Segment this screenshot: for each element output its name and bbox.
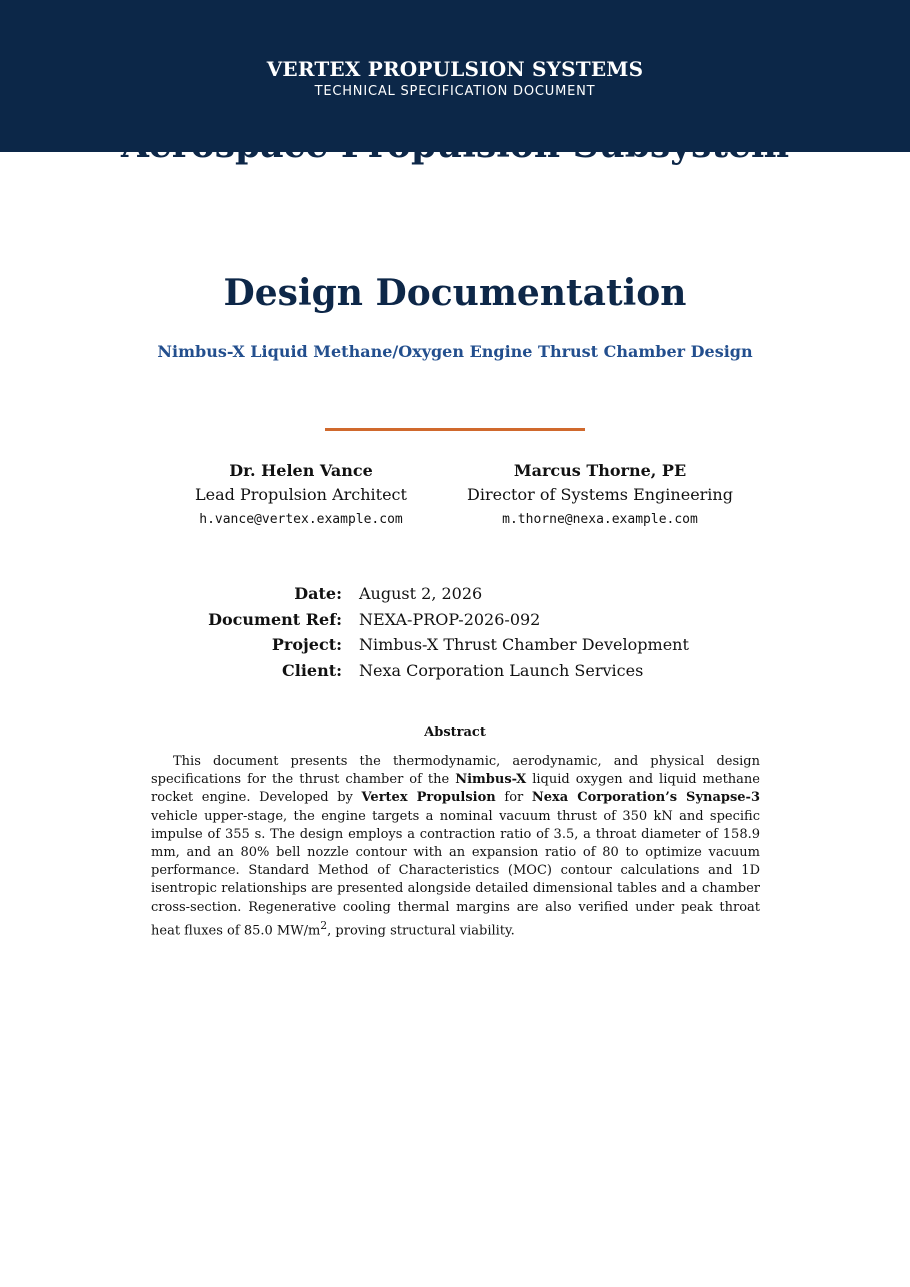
author-email: m.thorne@nexa.example.com — [502, 512, 698, 527]
meta-value: Nimbus-X Thrust Chamber Development — [359, 635, 689, 654]
abstract-title: Abstract — [424, 725, 486, 740]
abstract-emphasis: Vertex Propulsion — [361, 790, 496, 806]
main-heading: Design Documentation — [223, 272, 687, 314]
abstract-text: This document presents the thermodynamic, aerodynamic, and physical design specifications for the thrust chamber of the — [151, 754, 760, 788]
abstract-body — [151, 753, 760, 940]
document-metadata — [150, 581, 760, 683]
company-name: VERTEX PROPULSION SYSTEMS — [266, 57, 644, 81]
meta-label: Document Ref: — [208, 609, 342, 629]
author-role: Lead Propulsion Architect — [195, 485, 407, 504]
author-name: Dr. Helen Vance — [229, 461, 373, 480]
abstract-emphasis: Nimbus-X — [455, 772, 527, 788]
meta-row-date — [150, 581, 760, 607]
meta-row-client — [150, 658, 760, 684]
abstract-emphasis: Nexa Corporation’s Synapse-3 — [531, 790, 760, 806]
header-banner — [0, 0, 910, 152]
meta-value: August 2, 2026 — [359, 584, 483, 603]
meta-row-project — [150, 632, 760, 658]
author-block — [151, 460, 451, 532]
author-name: Marcus Thorne, PE — [513, 461, 687, 480]
abstract-text: , proving structural viability. — [327, 923, 515, 939]
meta-label: Client: — [282, 660, 342, 680]
author-block — [450, 460, 750, 532]
meta-row-document-ref — [150, 607, 760, 633]
author-email: h.vance@vertex.example.com — [199, 512, 403, 527]
author-role: Director of Systems Engineering — [467, 485, 733, 504]
subheading: Nimbus-X Liquid Methane/Oxygen Engine Thrust Chamber Design — [157, 342, 753, 361]
abstract-text: vehicle upper-stage, the engine targets a nominal vacuum thrust of 350 kN and specific impulse of 355 s. The design employs a contraction ratio of 3.5, a throat diameter of 158.9 mm, and an 80% bell nozzle contour with an expansion ratio of 80 to optimize vacuum performance. Standard Method of Characteristics (MOC) contour calculations and 1D isentropic relationships are presented alongside detailed dimensional tables and a chamber cross-section. Regenerative cooling thermal margins are also verified under peak throat heat fluxes of 85.0 MW/m — [151, 808, 760, 939]
document-type: TECHNICAL SPECIFICATION DOCUMENT — [314, 84, 596, 99]
abstract-text: liquid oxygen and liquid methane rocket engine. Developed by — [151, 772, 760, 806]
superscript: 2 — [320, 918, 328, 932]
meta-value: NEXA-PROP-2026-092 — [359, 609, 541, 629]
meta-value: Nexa Corporation Launch Services — [359, 660, 644, 680]
accent-divider — [325, 428, 585, 431]
abstract-text: for — [495, 790, 532, 806]
meta-label: Project: — [271, 635, 342, 654]
meta-label: Date: — [294, 584, 342, 603]
